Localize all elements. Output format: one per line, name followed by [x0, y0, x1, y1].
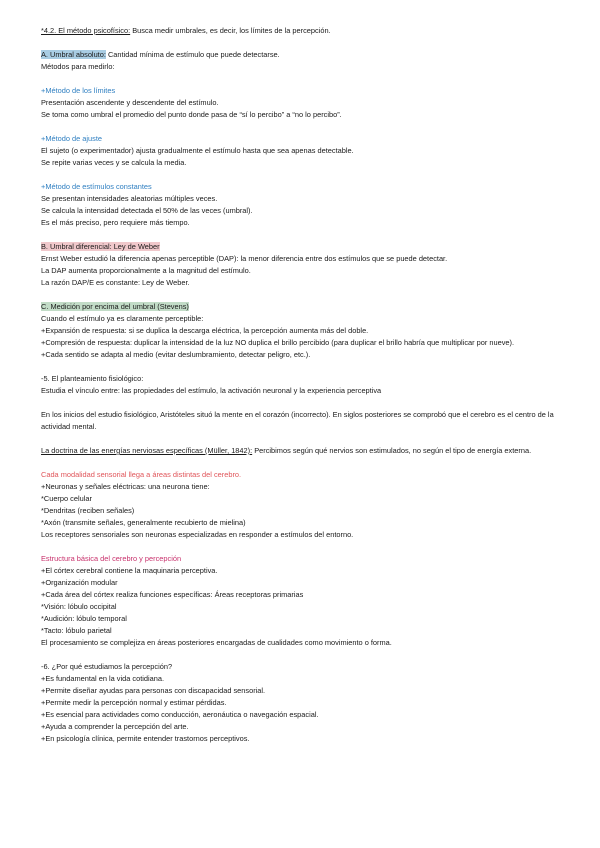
umbral-absoluto-label: A. Umbral absoluto: — [41, 50, 106, 59]
modalidad-title: Cada modalidad sensorial llega a áreas distintas del cerebro. — [41, 470, 242, 479]
metodo-constantes-line: Se presentan intensidades aleatorias múltiples veces. — [41, 194, 218, 203]
metodo-ajuste-title: +Método de ajuste — [41, 134, 103, 143]
metodo-limites-title: +Método de los límites — [41, 86, 116, 95]
metodo-constantes-title: +Método de estímulos constantes — [41, 182, 152, 191]
medicion-stevens — [41, 301, 571, 313]
estructura-line: +Cada área del córtex realiza funciones específicas: Áreas receptoras primarias — [41, 590, 304, 599]
umbral-diferencial-line: La DAP aumenta proporcionalmente a la magnitud del estímulo. — [41, 266, 251, 275]
modalidad-line: *Cuerpo celular — [41, 494, 92, 503]
modalidad-line: Los receptores sensoriales son neuronas especializadas en responder a estímulos del entorno. — [41, 530, 354, 539]
estructura-line: +El córtex cerebral contiene la maquinaria perceptiva. — [41, 566, 218, 575]
section-6-line: +Ayuda a comprender la percepción del arte. — [41, 722, 189, 731]
section-6-line: +Permite diseñar ayudas para personas con discapacidad sensorial. — [41, 686, 266, 695]
umbral-diferencial-title: B. Umbral diferencial: Ley de Weber — [41, 242, 160, 251]
modalidad-line: *Dendritas (reciben señales) — [41, 506, 135, 515]
metodo-ajuste-line: Se repite varias veces y se calcula la media. — [41, 158, 187, 167]
metodo-ajuste-line: El sujeto (o experimentador) ajusta gradualmente el estímulo hasta que sea apenas detectable. — [41, 146, 354, 155]
section-5-title: -5. El planteamiento fisiológico: — [41, 374, 144, 383]
section-6-line: +En psicología clínica, permite entender trastornos perceptivos. — [41, 734, 250, 743]
modalidad-line: *Axón (transmite señales, generalmente recubierto de mielina) — [41, 518, 246, 527]
section-6-title: -6. ¿Por qué estudiamos la percepción? — [41, 662, 173, 671]
modalidad-line: +Neuronas y señales eléctricas: una neurona tiene: — [41, 482, 210, 491]
section-4-2 — [41, 25, 571, 37]
estructura-title: Estructura básica del cerebro y percepción — [41, 554, 182, 563]
umbral-diferencial — [41, 241, 571, 253]
doctrina-paragraph — [41, 445, 571, 457]
section-5-text: Estudia el vínculo entre: las propiedades del estímulo, la activación neuronal y la experiencia perceptiva — [41, 386, 382, 395]
medicion-stevens-line: Cuando el estímulo ya es claramente perceptible: — [41, 314, 204, 323]
umbral-absoluto — [41, 49, 571, 61]
section-6-line: +Permite medir la percepción normal y estimar pérdidas. — [41, 698, 227, 707]
section-6-line: +Es esencial para actividades como conducción, aeronáutica o navegación espacial. — [41, 710, 319, 719]
doctrina-text: Percibimos según qué nervios son estimulados, no según el tipo de energía externa. — [252, 446, 532, 455]
metodo-constantes-line: Es el más preciso, pero requiere más tiempo. — [41, 218, 190, 227]
doctrina-label: La doctrina de las energías nerviosas específicas (Müller, 1842): — [41, 446, 253, 455]
umbral-absoluto-text: Cantidad mínima de estímulo que puede detectarse. — [105, 50, 280, 59]
medicion-stevens-line: +Compresión de respuesta: duplicar la intensidad de la luz NO duplica el brillo percibido (para duplicar el brillo habría que multiplicar por nueve). — [41, 338, 515, 347]
document-body — [41, 25, 571, 745]
metodos-label: Métodos para medirlo: — [41, 62, 115, 71]
metodo-limites-line: Presentación ascendente y descendente del estímulo. — [41, 98, 219, 107]
section-5-historia: En los inicios del estudio fisiológico, Aristóteles situó la mente en el corazón (incorrecto). En siglos posteriores se comprobó que el cerebro es el centro de la actividad mental. — [41, 410, 554, 431]
umbral-diferencial-line: Ernst Weber estudió la diferencia apenas perceptible (DAP): la menor diferencia entre dos estímulos que se puede detectar. — [41, 254, 448, 263]
section-4-2-text: Busca medir umbrales, es decir, los límites de la percepción. — [130, 26, 331, 35]
section-6-line: +Es fundamental en la vida cotidiana. — [41, 674, 165, 683]
umbral-diferencial-line: La razón DAP/E es constante: Ley de Weber. — [41, 278, 190, 287]
estructura-line: El procesamiento se complejiza en áreas posteriores encargadas de cualidades como movimiento o forma. — [41, 638, 392, 647]
estructura-line: *Visión: lóbulo occipital — [41, 602, 117, 611]
metodo-limites-line: Se toma como umbral el promedio del punto donde pasa de “sí lo percibo” a “no lo percibo”. — [41, 110, 342, 119]
metodo-constantes-line: Se calcula la intensidad detectada el 50% de las veces (umbral). — [41, 206, 253, 215]
medicion-stevens-title: C. Medición por encima del umbral (Stevens) — [41, 302, 189, 311]
estructura-line: *Audición: lóbulo temporal — [41, 614, 127, 623]
estructura-line: *Tacto: lóbulo parietal — [41, 626, 112, 635]
medicion-stevens-line: +Cada sentido se adapta al medio (evitar deslumbramiento, detectar peligro, etc.). — [41, 350, 311, 359]
medicion-stevens-line: +Expansión de respuesta: si se duplica la descarga eléctrica, la percepción aumenta más del doble. — [41, 326, 369, 335]
estructura-line: +Organización modular — [41, 578, 118, 587]
section-4-2-title: *4.2. El método psicofísico: — [41, 26, 131, 35]
